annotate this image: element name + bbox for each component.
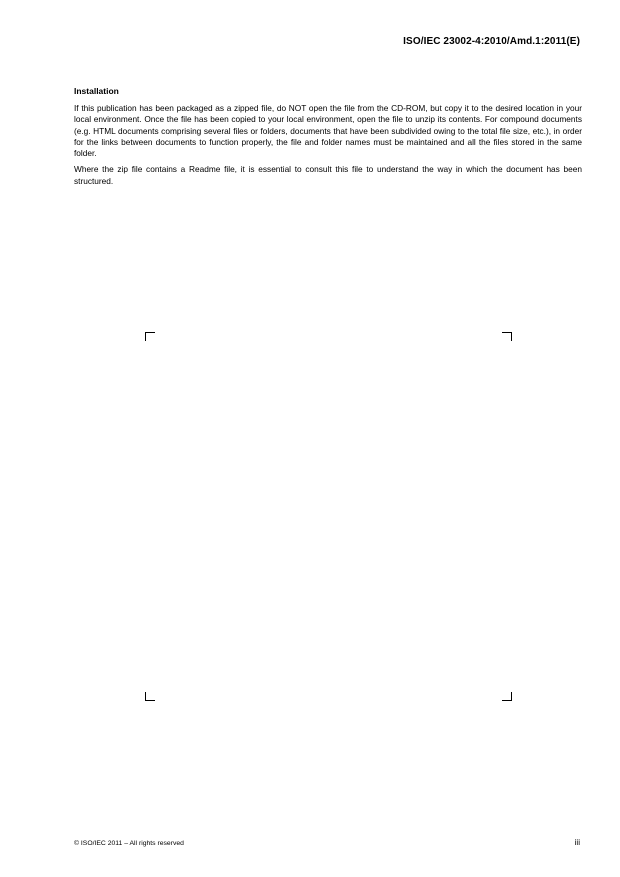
installation-paragraph: If this publication has been packaged as a zipped file, do NOT open the file from the CD-ROM, but copy it to the desired location in your local environment. Once the file has been copied to your local environment, open the file to unzip its contents. For compound documents (e.g. HTML documents comprising several files or folders, documents that have been subdivided owing to the total file size, etc.), in order for the links between documents to function properly, the file and folder names must be maintained and all the files stored in the same folder. [74,103,582,159]
crop-mark-top-right [502,332,512,341]
crop-mark-bottom-left [145,692,155,701]
installation-section [74,86,582,192]
crop-mark-top-left [145,332,155,341]
footer-page-number: iii [574,838,580,847]
readme-paragraph: Where the zip file contains a Readme file, it is essential to consult this file to understand the way in which the document has been structured. [74,164,582,186]
section-title: Installation [74,86,119,96]
document-header-id: ISO/IEC 23002-4:2010/Amd.1:2011(E) [403,36,580,47]
crop-mark-bottom-right [502,692,512,701]
footer-copyright: © ISO/IEC 2011 – All rights reserved [74,840,184,847]
